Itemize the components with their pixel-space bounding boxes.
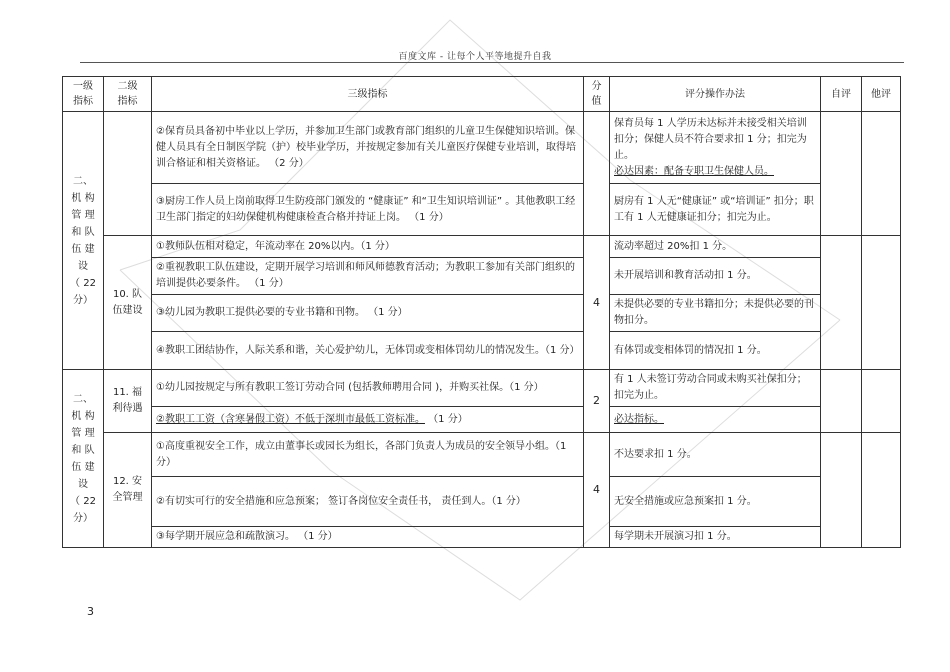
header-method: 评分操作办法 [610, 77, 821, 112]
level2-cell: 12. 安全管理 [104, 433, 152, 548]
criteria-underlined: ②教职工工资（含寒暑假工资）不低于深圳市最低工资标准。 [156, 413, 425, 425]
header-divider [80, 62, 904, 63]
criteria-cell: ①教师队伍相对稳定，年流动率在 20%以内。（1 分） [152, 236, 584, 258]
method-cell: 厨房有 1 人无“健康证” 或“培训证” 扣分；职工有 1 人无健康证扣分；扣完为止。 [610, 184, 821, 236]
method-cell: 无安全措施或应急预案扣 1 分。 [610, 477, 821, 527]
header-self-eval: 自评 [821, 77, 862, 112]
criteria-score: （1 分） [428, 413, 468, 425]
method-text: 保育员每 1 人学历未达标并未接受相关培训扣分；保健人员不符合要求扣 1 分；扣完为止。 [614, 117, 807, 161]
method-cell [610, 112, 821, 184]
table-row [63, 527, 901, 548]
criteria-cell [152, 407, 584, 433]
self-eval-cell [821, 112, 862, 236]
method-cell: 每学期未开展演习扣 1 分。 [610, 527, 821, 548]
table-row [63, 407, 901, 433]
page-number: 3 [87, 605, 94, 618]
peer-eval-cell [862, 112, 901, 236]
criteria-cell: ②重视教职工队伍建设，定期开展学习培训和师风师德教育活动；为教职工参加有关部门组织的培训提供必要条件。 （1 分） [152, 258, 584, 295]
self-eval-cell [821, 433, 862, 548]
table-row [63, 477, 901, 527]
table-row [63, 112, 901, 184]
method-required-text: 必达因素：配备专职卫生保健人员。 [614, 165, 774, 177]
table-row [63, 433, 901, 477]
criteria-cell: ①幼儿园按规定与所有教职工签订劳动合同 (包括教师聘用合同 )，并购买社保。（1 分） [152, 370, 584, 407]
score-cell: 2 [584, 370, 610, 433]
method-cell: 有 1 人未签订劳动合同或未购买社保扣分；扣完为止。 [610, 370, 821, 407]
criteria-cell: ②保育员具备初中毕业以上学历，并参加卫生部门或教育部门组织的儿童卫生保健知识培训。保健人员具有全日制医学院（护）校毕业学历，并按规定参加有关儿童医疗保健专业培训，取得培训合格证和相关资格证。 （2 分） [152, 112, 584, 184]
method-cell: 未开展培训和教育活动扣 1 分。 [610, 258, 821, 295]
level2-cell: 10. 队伍建设 [104, 236, 152, 370]
evaluation-table [62, 76, 901, 548]
header-level3: 三级指标 [152, 77, 584, 112]
table-row [63, 258, 901, 295]
peer-eval-cell [862, 236, 901, 370]
self-eval-cell [821, 236, 862, 370]
method-required-text: 必达指标。 [614, 413, 664, 425]
level1-cell: 二、 机 构 管 理 和 队 伍 建 设 （ 22 分） [63, 370, 104, 548]
level1-cell: 二、 机 构 管 理 和 队 伍 建 设 （ 22 分） [63, 112, 104, 370]
header-level1: 一级 指标 [63, 77, 104, 112]
score-cell-empty [584, 112, 610, 236]
criteria-cell: ②有切实可行的安全措施和应急预案； 签订各岗位安全责任书， 责任到人。（1 分） [152, 477, 584, 527]
method-cell: 未提供必要的专业书籍扣分；未提供必要的刊物扣分。 [610, 295, 821, 332]
criteria-cell: ①高度重视安全工作，成立由董事长或园长为组长，各部门负责人为成员的安全领导小组。（1 分） [152, 433, 584, 477]
header-level2: 二级 指标 [104, 77, 152, 112]
peer-eval-cell [862, 433, 901, 548]
table-header-row [63, 77, 901, 112]
table-row [63, 184, 901, 236]
table-row [63, 295, 901, 332]
peer-eval-cell [862, 370, 901, 433]
method-cell: 不达要求扣 1 分。 [610, 433, 821, 477]
level2-cell: 11. 福利待遇 [104, 370, 152, 433]
level2-cell-empty [104, 112, 152, 236]
header-peer-eval: 他评 [862, 77, 901, 112]
criteria-cell: ③每学期开展应急和疏散演习。 （1 分） [152, 527, 584, 548]
criteria-cell: ③厨房工作人员上岗前取得卫生防疫部门颁发的 “健康证” 和“卫生知识培训证” 。其他教职工经卫生部门指定的妇幼保健机构健康检查合格并持证上岗。 （1 分） [152, 184, 584, 236]
method-cell: 流动率超过 20%扣 1 分。 [610, 236, 821, 258]
criteria-cell: ④教职工团结协作，人际关系和谐，关心爱护幼儿，无体罚或变相体罚幼儿的情况发生。（1 分） [152, 332, 584, 370]
table-row [63, 370, 901, 407]
table-row [63, 332, 901, 370]
criteria-cell: ③幼儿园为教职工提供必要的专业书籍和刊物。 （1 分） [152, 295, 584, 332]
method-cell [610, 407, 821, 433]
header-score: 分 值 [584, 77, 610, 112]
score-cell: 4 [584, 433, 610, 548]
score-cell: 4 [584, 236, 610, 370]
self-eval-cell [821, 370, 862, 433]
page-header: 百度文库 - 让每个人平等地提升自我 [398, 52, 552, 62]
method-cell: 有体罚或变相体罚的情况扣 1 分。 [610, 332, 821, 370]
table-row [63, 236, 901, 258]
